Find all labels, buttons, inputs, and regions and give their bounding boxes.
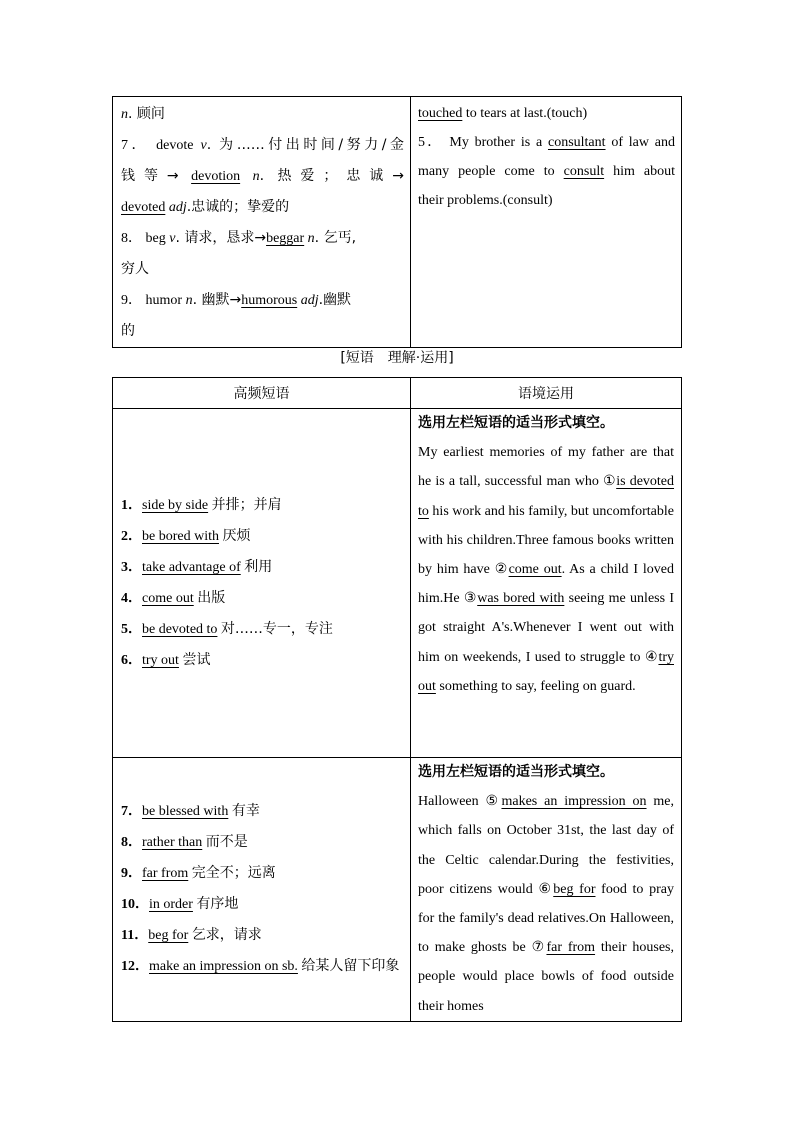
instruction-text: 选用左栏短语的适当形式填空。 (418, 415, 614, 431)
phrase-chinese: 完全不；远离 (191, 865, 276, 882)
phrase-number: 11． (121, 928, 149, 944)
phrase-chinese: 有序地 (196, 896, 239, 913)
phrase-number: 5． (121, 622, 142, 637)
answer-blank: humorous (241, 293, 298, 308)
phrase-english: come out (142, 591, 194, 606)
phrase-chinese: 对……专一，专注 (220, 621, 333, 637)
answer-blank: devoted (121, 200, 166, 215)
section-heading: [短语 理解·运用] (340, 350, 454, 366)
answer-blank: come out (508, 562, 562, 578)
phrase-english: in order (149, 897, 193, 913)
phrase-chinese: 并排；并肩 (211, 497, 282, 513)
vocab-table (112, 96, 682, 348)
vocab-line: 穷人 (121, 261, 149, 277)
passage-cell (411, 409, 682, 758)
exercise-line: their problems.(consult) (418, 193, 553, 208)
phrase-number: 12． (121, 959, 149, 975)
passage-cell (411, 758, 682, 1022)
vocab-right-cell (411, 97, 682, 348)
phrase-number: 6． (121, 653, 142, 668)
phrase-english: be blessed with (142, 804, 229, 820)
vocab-line: 的 (121, 323, 135, 339)
phrase-item (121, 614, 404, 645)
answer-blank: beg for (553, 881, 596, 897)
phrase-english: beg for (148, 928, 189, 944)
exercise-line: 5． My brother is a consultant of law and (418, 135, 675, 150)
phrase-item (121, 951, 404, 982)
phrase-item (121, 827, 404, 858)
phrase-item (121, 796, 404, 827)
answer-blank: touched (418, 106, 463, 121)
answer-blank: consultant (547, 135, 606, 150)
passage-text: Halloween ⑤makes an impression on me, which falls on October 31st, the last day of the Celtic calendar.During the festivities, poor citizens would ⑥beg for food to pray for the family's dead relatives.On Halloween, to make ghosts be ⑦far from their houses, people would place bowls of food outside their homes (418, 794, 674, 1014)
instruction-text: 选用左栏短语的适当形式填空。 (418, 764, 614, 780)
phrase-chinese: 利用 (244, 559, 273, 575)
vocab-line: 9． humor n. 幽默→humorous adj.幽默 (121, 292, 352, 308)
phrase-chinese: 给某人留下印象 (301, 958, 400, 975)
phrase-english: be bored with (142, 529, 219, 544)
phrase-list (113, 409, 411, 758)
answer-blank: far from (546, 940, 596, 956)
phrase-item (121, 552, 404, 583)
phrase-chinese: 乞求，请求 (191, 927, 262, 944)
phrase-item (121, 583, 404, 614)
phrase-number: 2． (121, 529, 142, 544)
column-header-usage: 语境运用 (411, 378, 682, 409)
vocab-line: devoted adj.忠诚的；挚爱的 (121, 199, 290, 215)
column-header-phrases: 高频短语 (113, 378, 411, 409)
answer-blank: is devoted to (418, 474, 675, 519)
phrase-item (121, 889, 404, 920)
vocab-line: 钱等→ devotion n. 热爱；忠诚→ (121, 168, 404, 184)
vocab-left-cell (113, 97, 411, 348)
phrase-chinese: 出版 (197, 590, 226, 606)
exercise-line: many people come to consult him about (418, 164, 675, 179)
phrase-english: make an impression on sb. (149, 959, 298, 975)
phrase-item (121, 645, 404, 676)
phrase-english: be devoted to (142, 622, 218, 637)
phrase-english: try out (142, 653, 179, 668)
phrase-item (121, 521, 404, 552)
answer-blank: try out (418, 649, 674, 694)
phrase-number: 10． (121, 897, 149, 913)
phrase-english: take advantage of (142, 560, 241, 575)
phrase-number: 7． (121, 804, 142, 820)
phrase-number: 8． (121, 835, 142, 851)
phrase-chinese: 尝试 (182, 652, 211, 668)
vocab-line: 8． beg v. 请求，恳求→beggar n. 乞丐, (121, 230, 357, 246)
phrase-number: 3． (121, 560, 142, 575)
phrase-chinese: 有幸 (231, 803, 260, 820)
phrase-list-a (121, 490, 404, 676)
answer-blank: makes an impression on (501, 794, 647, 810)
answer-blank: consult (563, 164, 605, 179)
vocab-line: n. 顾问 (121, 106, 165, 122)
phrase-chinese: 厌烦 (222, 528, 251, 544)
vocab-line: 7． devote v. 为……付出时间/努力/金 (121, 137, 404, 153)
answer-blank: beggar (266, 231, 305, 246)
exercise-line: touched to tears at last.(touch) (418, 106, 588, 121)
phrase-english: far from (142, 866, 189, 882)
answer-blank: was bored with (477, 591, 565, 607)
phrase-number: 1． (121, 498, 142, 513)
phrase-table (112, 377, 682, 1022)
passage-text: My earliest memories of my father are that he is a tall, successful man who ①is devoted to his work and his family, but uncomfortable with his children.Three famous books written by him have ②come out. As a child I loved him.He ③was bored with seeing me unless I got straight A's.Whenever I went out with him on weekends, I used to struggle to ④try out something to say, feeling on guard. (418, 445, 675, 694)
phrase-english: side by side (142, 498, 209, 513)
phrase-list (113, 758, 411, 1022)
phrase-english: rather than (142, 835, 203, 851)
phrase-number: 9． (121, 866, 142, 882)
phrase-item (121, 858, 404, 889)
answer-blank: devotion (191, 169, 241, 184)
phrase-item (121, 490, 404, 521)
phrase-list-b (121, 796, 404, 982)
phrase-chinese: 而不是 (205, 834, 248, 851)
phrase-number: 4． (121, 591, 142, 606)
phrase-item (121, 920, 404, 951)
